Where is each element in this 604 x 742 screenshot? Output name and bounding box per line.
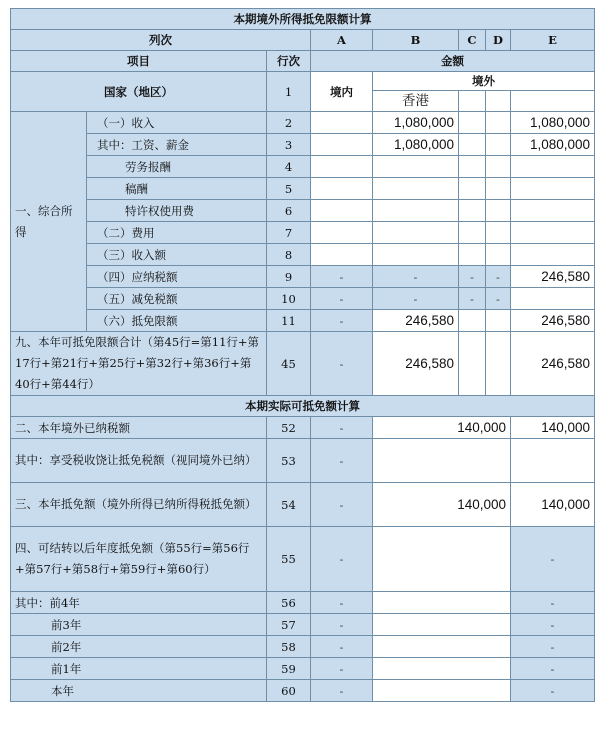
row-no: 4 <box>267 156 311 178</box>
col-c-header: C <box>459 30 486 51</box>
cell-a: - <box>311 592 373 614</box>
cell-b: 1,080,000 <box>373 112 459 134</box>
cell-b: - <box>373 288 459 310</box>
foreign-tax-credit-table <box>10 8 595 702</box>
row-label: （二）费用 <box>87 222 267 244</box>
row-no: 53 <box>267 439 311 483</box>
cell-a: - <box>311 417 373 439</box>
row-no: 10 <box>267 288 311 310</box>
cell-d: - <box>486 266 511 288</box>
row-no: 45 <box>267 332 311 396</box>
cell-d <box>486 244 511 266</box>
row-no: 3 <box>267 134 311 156</box>
cell-b <box>373 156 459 178</box>
cell-e <box>511 244 595 266</box>
cell-e <box>511 178 595 200</box>
cell-e <box>511 156 595 178</box>
region-hk: 香港 <box>373 91 459 112</box>
overseas-header: 境外 <box>373 72 595 91</box>
cell-a: - <box>311 310 373 332</box>
row-label: 劳务报酬 <box>87 156 267 178</box>
cell-b <box>373 636 511 658</box>
row-no: 56 <box>267 592 311 614</box>
cell-e: - <box>511 636 595 658</box>
row-label: 前3年 <box>11 614 267 636</box>
row-no: 54 <box>267 483 311 527</box>
cell-e: 246,580 <box>511 332 595 396</box>
table-row <box>11 527 595 592</box>
row-label: 本年 <box>11 680 267 702</box>
domestic-header: 境内 <box>311 72 373 112</box>
cell-d <box>486 222 511 244</box>
cell-a <box>311 244 373 266</box>
row-no: 8 <box>267 244 311 266</box>
row-label: 九、本年可抵免限额合计（第45行=第11行+第17行+第21行+第25行+第32行+第36行+第40行+第44行） <box>11 332 267 396</box>
col-d-header: D <box>486 30 511 51</box>
cell-a: - <box>311 658 373 680</box>
col-a-header: A <box>311 30 373 51</box>
cell-b <box>373 222 459 244</box>
row-no: 60 <box>267 680 311 702</box>
cell-b <box>373 527 511 592</box>
table-row <box>11 222 595 244</box>
cell-a <box>311 222 373 244</box>
cell-d <box>486 310 511 332</box>
cell-c <box>459 200 486 222</box>
row-label: 其中：工资、薪金 <box>87 134 267 156</box>
table-row <box>11 288 595 310</box>
row-label: 特许权使用费 <box>87 200 267 222</box>
row-label: 前1年 <box>11 658 267 680</box>
cell-e: - <box>511 680 595 702</box>
cell-a: - <box>311 614 373 636</box>
cell-e <box>511 288 595 310</box>
row-label: 其中：享受税收饶让抵免税额（视同境外已纳） <box>11 439 267 483</box>
cell-b <box>373 680 511 702</box>
cell-d <box>486 134 511 156</box>
table-row <box>11 134 595 156</box>
cell-b: 246,580 <box>373 332 459 396</box>
row-no: 2 <box>267 112 311 134</box>
cell-b <box>373 614 511 636</box>
region-d-blank <box>486 91 511 112</box>
cell-b <box>373 658 511 680</box>
cell-b: 246,580 <box>373 310 459 332</box>
cell-e <box>511 222 595 244</box>
table-row <box>11 680 595 702</box>
cell-a <box>311 178 373 200</box>
cell-b <box>373 439 511 483</box>
group-label-comprehensive-income: 一、综合所得 <box>11 112 87 332</box>
row-no: 6 <box>267 200 311 222</box>
table-row-45 <box>11 332 595 396</box>
row-label: 稿酬 <box>87 178 267 200</box>
table-row <box>11 310 595 332</box>
cell-e: - <box>511 527 595 592</box>
row-no: 55 <box>267 527 311 592</box>
row-no-1: 1 <box>267 72 311 112</box>
table-row <box>11 244 595 266</box>
table-row <box>11 483 595 527</box>
amount-header: 金额 <box>311 51 595 72</box>
row-label: 其中：前4年 <box>11 592 267 614</box>
cell-e: - <box>511 614 595 636</box>
cell-a: - <box>311 439 373 483</box>
row-label: （五）减免税额 <box>87 288 267 310</box>
cell-b <box>373 200 459 222</box>
row-label: 四、可结转以后年度抵免额（第55行=第56行+第57行+第58行+第59行+第60行） <box>11 527 267 592</box>
cell-d <box>486 200 511 222</box>
row-no: 9 <box>267 266 311 288</box>
row-no: 7 <box>267 222 311 244</box>
table-row <box>11 439 595 483</box>
cell-a: - <box>311 266 373 288</box>
cell-e: 140,000 <box>511 483 595 527</box>
cell-e: 1,080,000 <box>511 112 595 134</box>
row-label: （三）收入额 <box>87 244 267 266</box>
cell-c <box>459 244 486 266</box>
row-no: 11 <box>267 310 311 332</box>
cell-b: 140,000 <box>373 483 511 527</box>
table-row <box>11 178 595 200</box>
row-no-header: 行次 <box>267 51 311 72</box>
table-row <box>11 658 595 680</box>
cell-a <box>311 156 373 178</box>
cell-b: 1,080,000 <box>373 134 459 156</box>
cell-c: - <box>459 266 486 288</box>
cell-d: - <box>486 288 511 310</box>
cell-d <box>486 332 511 396</box>
region-c-blank <box>459 91 486 112</box>
cell-a: - <box>311 483 373 527</box>
table-row <box>11 200 595 222</box>
row-label: 前2年 <box>11 636 267 658</box>
row-no: 52 <box>267 417 311 439</box>
row-no: 59 <box>267 658 311 680</box>
cell-d <box>486 156 511 178</box>
row-label: 三、本年抵免额（境外所得已纳所得税抵免额） <box>11 483 267 527</box>
table-row <box>11 266 595 288</box>
table-row <box>11 614 595 636</box>
cell-e: - <box>511 658 595 680</box>
cell-c <box>459 332 486 396</box>
cell-e: 1,080,000 <box>511 134 595 156</box>
cell-e <box>511 439 595 483</box>
cell-c <box>459 178 486 200</box>
row-no: 57 <box>267 614 311 636</box>
cell-e <box>511 200 595 222</box>
cell-a: - <box>311 527 373 592</box>
cell-b <box>373 178 459 200</box>
column-order-header: 列次 <box>11 30 311 51</box>
cell-c <box>459 156 486 178</box>
cell-a <box>311 200 373 222</box>
limit-calc-title: 本期境外所得抵免限额计算 <box>11 9 595 30</box>
row-label: （六）抵免限额 <box>87 310 267 332</box>
cell-e: 246,580 <box>511 310 595 332</box>
cell-c <box>459 134 486 156</box>
table-row <box>11 636 595 658</box>
table-row <box>11 156 595 178</box>
cell-a: - <box>311 680 373 702</box>
row-no: 5 <box>267 178 311 200</box>
item-header: 项目 <box>11 51 267 72</box>
table-row <box>11 417 595 439</box>
cell-c <box>459 310 486 332</box>
cell-a <box>311 134 373 156</box>
cell-d <box>486 178 511 200</box>
row-label: 二、本年境外已纳税额 <box>11 417 267 439</box>
actual-credit-calc-title: 本期实际可抵免额计算 <box>11 396 595 417</box>
cell-d <box>486 112 511 134</box>
cell-b <box>373 592 511 614</box>
cell-b: - <box>373 266 459 288</box>
col-b-header: B <box>373 30 459 51</box>
cell-b: 140,000 <box>373 417 511 439</box>
table-row <box>11 592 595 614</box>
foreign-tax-credit-table-wrapper <box>10 8 594 702</box>
cell-a: - <box>311 288 373 310</box>
table-row <box>11 112 595 134</box>
cell-a <box>311 112 373 134</box>
row-label: （一）收入 <box>87 112 267 134</box>
row-label: （四）应纳税额 <box>87 266 267 288</box>
cell-c <box>459 112 486 134</box>
cell-c <box>459 222 486 244</box>
cell-b <box>373 244 459 266</box>
cell-e: 140,000 <box>511 417 595 439</box>
cell-a: - <box>311 332 373 396</box>
cell-e: - <box>511 592 595 614</box>
cell-c: - <box>459 288 486 310</box>
cell-a: - <box>311 636 373 658</box>
country-header: 国家（地区） <box>11 72 267 112</box>
row-no: 58 <box>267 636 311 658</box>
col-e-header: E <box>511 30 595 51</box>
cell-e: 246,580 <box>511 266 595 288</box>
